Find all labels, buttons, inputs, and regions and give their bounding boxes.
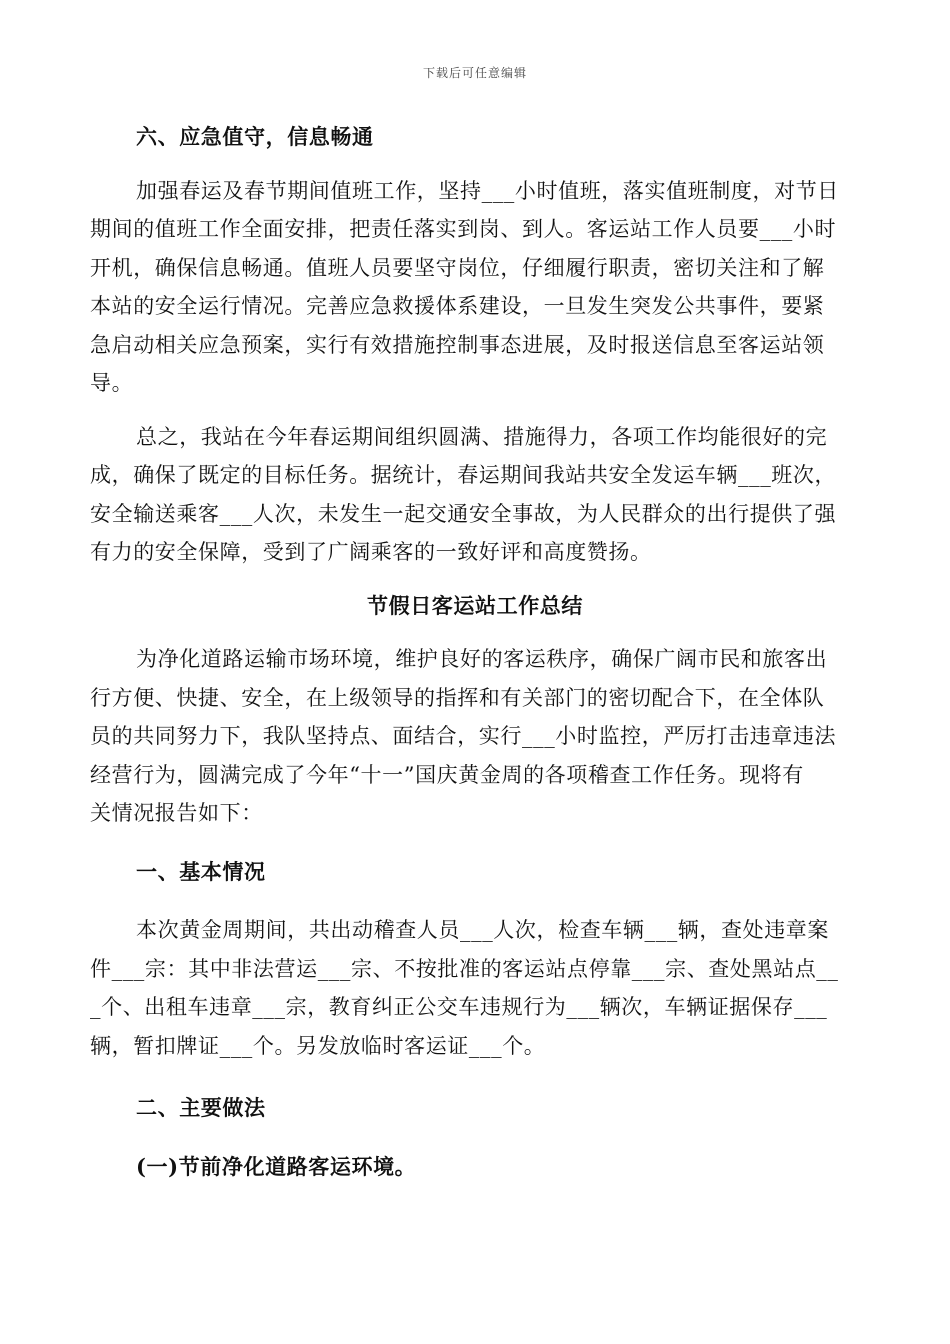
page-header-note: 下载后可任意编辑 xyxy=(422,66,527,80)
paragraph-line: _个、出租车违章___宗，教育纠正公交车违规行为___辆次，车辆证据保存___ xyxy=(90,995,828,1019)
paragraph-line: 成，确保了既定的目标任务。据统计，春运期间我站共安全发运车辆___班次， xyxy=(90,463,837,487)
document-body xyxy=(90,118,860,1186)
paragraph-line: 急启动相关应急预案，实行有效措施控制事态进展，及时报送信息至客运站领 xyxy=(90,332,825,357)
paragraph-line: 本站的安全运行情况。完善应急救援体系建设，一旦发生突发公共事件，要紧 xyxy=(90,294,825,318)
paragraph-line: 安全输送乘客___人次，未发生一起交通安全事故，为人民群众的出行提供了强 xyxy=(90,501,837,526)
paragraph-line: 员的共同努力下，我队坚持点、面结合，实行___小时监控，严厉打击违章违法 xyxy=(90,724,837,748)
paragraph-line: 本次黄金周期间，共出动稽查人员___人次，检查车辆___辆，查处违章案 xyxy=(136,918,829,942)
paragraph-intro xyxy=(90,640,860,833)
document-title: 节假日客运站工作总结 xyxy=(367,592,583,618)
paragraph-line: 经营行为，圆满完成了今年“十一”国庆黄金周的各项稽查工作任务。现将有 xyxy=(90,762,804,787)
paragraph-basic-situation xyxy=(90,911,860,1065)
paragraph-line: 加强春运及春节期间值班工作，坚持___小时值班，落实值班制度，对节日 xyxy=(136,178,839,203)
paragraph-line: 为净化道路运输市场环境，维护良好的客运秩序，确保广阔市民和旅客出 xyxy=(136,647,828,671)
paragraph-line: 开机，确保信息畅通。值班人员要坚守岗位，仔细履行职责，密切关注和了解 xyxy=(90,255,825,280)
paragraph-line: 导。 xyxy=(90,371,134,395)
section-heading-1: 一、基本情况 xyxy=(136,858,266,884)
paragraph-line: 总之，我站在今年春运期间组织圆满、措施得力，各项工作均能很好的完 xyxy=(136,424,828,449)
paragraph-line: 辆，暂扣牌证___个。另发放临时客运证___个。 xyxy=(90,1033,546,1058)
paragraph-summary xyxy=(90,418,860,572)
section-heading-6: 六、应急值守，信息畅通 xyxy=(136,124,374,149)
paragraph-line: 件___宗：其中非法营运___宗、不按批准的客运站点停靠___宗、查处黑站点__ xyxy=(90,956,839,981)
paragraph-duty xyxy=(90,172,860,403)
paragraph-line: 行方便、快捷、安全，在上级领导的指挥和有关部门的密切配合下，在全体队 xyxy=(90,685,825,710)
paragraph-line: 关情况报告如下： xyxy=(90,801,263,825)
subsection-heading-1: (一)节前净化道路客运环境。 xyxy=(136,1153,417,1179)
paragraph-line: 有力的安全保障，受到了广阔乘客的一致好评和高度赞扬。 xyxy=(90,540,652,564)
paragraph-line: 期间的值班工作全面安排，把责任落实到岗、到人。客运站工作人员要___小时 xyxy=(90,217,837,241)
section-heading-2: 二、主要做法 xyxy=(136,1095,266,1120)
